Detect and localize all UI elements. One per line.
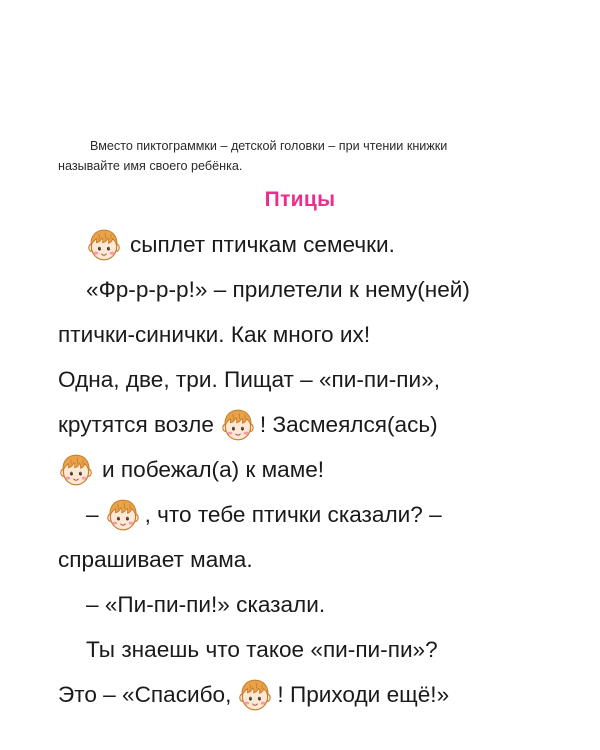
story-text-segment: – «Пи-пи-пи!» сказали. [86, 591, 326, 617]
story-line-6 [58, 447, 578, 492]
story-line-1 [58, 222, 578, 267]
story-text-segment: спрашивает мама. [58, 546, 253, 572]
story-line-8 [58, 537, 578, 582]
intro-line-1: Вместо пиктограммки – детской головки – при чтении книжки [90, 139, 448, 153]
story-text-segment: – [86, 501, 99, 527]
child-head-icon [237, 677, 273, 713]
story-text-segment: , что тебе птички сказали? – [144, 501, 442, 527]
child-head-icon [105, 497, 141, 533]
story-text-segment: «Фр-р-р-р!» – прилетели к нему(ней) [86, 276, 470, 302]
story-text-segment: крутятся возле [58, 411, 214, 437]
story-text-segment: ! Засмеялся(ась) [259, 411, 438, 437]
intro-line-2: называйте имя своего ребёнка. [58, 159, 243, 173]
story-line-7 [58, 492, 578, 537]
story-text-segment: и побежал(а) к маме! [102, 456, 325, 482]
story-text-segment: Ты знаешь что такое «пи-пи-пи»? [86, 636, 438, 662]
story-text [58, 222, 578, 717]
story-text-segment: ! Приходи ещё!» [277, 681, 450, 707]
story-text-segment: Это – «Спасибо, [58, 681, 232, 707]
child-head-icon [86, 227, 122, 263]
story-text-segment: птички-синички. Как много их! [58, 321, 371, 347]
story-line-11 [58, 672, 578, 717]
story-text-segment: сыплет птичкам семечки. [130, 231, 395, 257]
story-line-4 [58, 357, 578, 402]
story-line-9 [58, 582, 578, 627]
intro-note [58, 136, 558, 176]
child-head-icon [220, 407, 256, 443]
story-title: Птицы [264, 188, 336, 211]
story-line-10 [58, 627, 578, 672]
child-head-icon [58, 452, 94, 488]
story-line-2 [58, 267, 578, 312]
story-line-5 [58, 402, 578, 447]
story-line-3 [58, 312, 578, 357]
story-text-segment: Одна, две, три. Пищат – «пи-пи-пи», [58, 366, 441, 392]
